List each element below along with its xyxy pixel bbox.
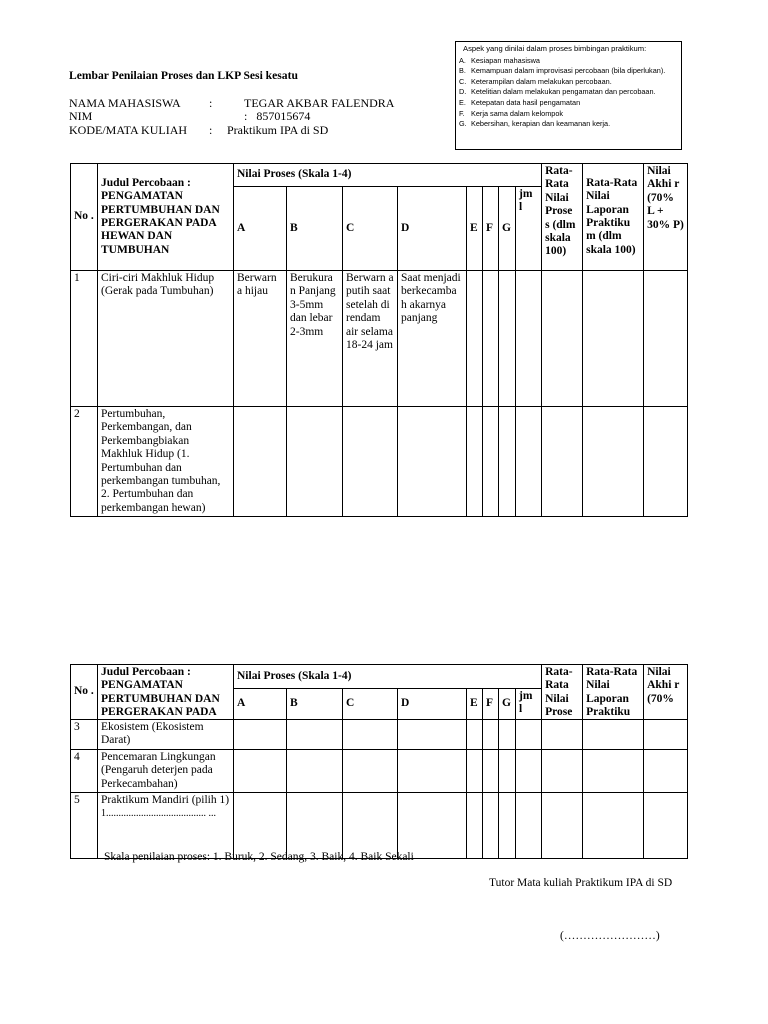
- row-no: 1: [71, 271, 98, 407]
- cell-jml: [516, 749, 542, 792]
- aspek-item: [459, 56, 678, 67]
- col-header-f: F: [483, 187, 499, 271]
- row-judul: Ekosistem (Ekosistem Darat): [98, 720, 234, 750]
- col-header-d: D: [398, 688, 467, 719]
- no-header: No .: [71, 665, 98, 720]
- cell-e: [467, 720, 483, 750]
- cell-d: [398, 793, 467, 859]
- cell-e: [467, 749, 483, 792]
- nama-separator: :: [209, 96, 213, 110]
- aspek-item: [459, 98, 678, 109]
- cell-rata-laporan: [583, 271, 644, 407]
- cell-rata-proses: [542, 793, 583, 859]
- rata-laporan-header: [583, 665, 644, 720]
- nim-label: NIM: [69, 109, 93, 123]
- nim-value: : 857015674: [244, 109, 311, 123]
- cell-g: [499, 271, 516, 407]
- page-title: Lembar Penilaian Proses dan LKP Sesi kesatu: [69, 69, 298, 82]
- cell-nilai-akhir: [644, 749, 688, 792]
- cell-g: [499, 749, 516, 792]
- cell-d: [398, 749, 467, 792]
- col-header-g: G: [499, 688, 516, 719]
- cell-rata-laporan: [583, 720, 644, 750]
- cell-b: [287, 720, 343, 750]
- aspek-letter: D.: [459, 87, 467, 97]
- aspek-text: Keterampilan dalam melakukan percobaan.: [471, 76, 612, 86]
- rata-proses-header: Rata-Rata Nilai Prose s (dlm skala 100): [542, 164, 583, 271]
- nama-label: NAMA MAHASISWA: [69, 96, 181, 110]
- aspek-letter: A.: [459, 55, 466, 65]
- col-header-b: B: [287, 187, 343, 271]
- aspek-letter: B.: [459, 66, 466, 76]
- cell-rata-proses: [542, 749, 583, 792]
- table-row: [71, 271, 688, 407]
- cell-nilai-akhir: [644, 720, 688, 750]
- cell-c: Berwarn a putih saat setelah di rendam air selama 18-24 jam: [343, 271, 398, 407]
- col-header-d: D: [398, 187, 467, 271]
- cell-rata-proses: [542, 407, 583, 517]
- nilai-akhir-header: Nilai Akhi r (70% L + 30% P): [644, 164, 688, 271]
- cell-d: [398, 720, 467, 750]
- assessment-table-2: [70, 664, 688, 859]
- aspek-text: Kebersihan, kerapian dan keamanan kerja.: [471, 119, 611, 129]
- aspek-text: Kesiapan mahasiswa: [471, 55, 540, 65]
- aspek-box: [455, 41, 682, 150]
- row-no: 3: [71, 720, 98, 750]
- nilai-proses-header: Nilai Proses (Skala 1-4): [234, 164, 542, 187]
- row-no: 2: [71, 407, 98, 517]
- aspek-letter: G.: [459, 119, 467, 129]
- cell-g: [499, 407, 516, 517]
- cell-a: [234, 407, 287, 517]
- col-header-e: E: [467, 688, 483, 719]
- cell-nilai-akhir: [644, 271, 688, 407]
- cell-a: [234, 749, 287, 792]
- aspek-item: [459, 66, 678, 77]
- cell-jml: [516, 793, 542, 859]
- judul-header: [98, 665, 234, 720]
- cell-b: [287, 793, 343, 859]
- table-row: [71, 749, 688, 792]
- col-header-jml: jm l: [516, 688, 542, 719]
- cell-jml: [516, 720, 542, 750]
- nilai-akhir-header: [644, 665, 688, 720]
- aspek-title: Aspek yang dinilai dalam proses bimbingan praktikum:: [463, 44, 647, 53]
- judul-header: Judul Percobaan : PENGAMATAN PERTUMBUHAN DAN PERGERAKAN PADA HEWAN DAN TUMBUHAN: [98, 164, 234, 271]
- assessment-table-1: [70, 163, 688, 517]
- nilai-akhir-text: Nilai Akhi r (70%: [647, 666, 680, 705]
- row-no: 4: [71, 749, 98, 792]
- cell-b: [287, 749, 343, 792]
- cell-jml: [516, 271, 542, 407]
- cell-c: [343, 749, 398, 792]
- cell-a: [234, 720, 287, 750]
- cell-d: [398, 407, 467, 517]
- aspek-text: Kemampuan dalam improvisasi percobaan (bila diperlukan).: [471, 66, 666, 76]
- cell-e: [467, 793, 483, 859]
- row-judul: [98, 793, 234, 859]
- tutor-label: Tutor Mata kuliah Praktikum IPA di SD: [489, 877, 673, 889]
- col-header-a: A: [234, 688, 287, 719]
- table-row: [71, 407, 688, 517]
- aspek-letter: C.: [459, 76, 467, 86]
- judul-header-text: Judul Percobaan : PENGAMATAN PERTUMBUHAN DAN PERGERAKAN PADA: [101, 666, 220, 718]
- cell-nilai-akhir: [644, 793, 688, 859]
- col-header-c: C: [343, 688, 398, 719]
- cell-c: [343, 720, 398, 750]
- cell-jml: [516, 407, 542, 517]
- cell-rata-proses: [542, 720, 583, 750]
- aspek-text: Ketelitian dalam melakukan pengamatan dan percobaan.: [471, 87, 656, 97]
- col-header-b: B: [287, 688, 343, 719]
- cell-b: [287, 407, 343, 517]
- cell-a: Berwarn a hijau: [234, 271, 287, 407]
- cell-f: [483, 793, 499, 859]
- row-judul-text: Praktikum Mandiri (pilih 1): [101, 794, 230, 807]
- aspek-item: [459, 109, 678, 120]
- aspek-item: [459, 77, 678, 88]
- nama-value: TEGAR AKBAR FALENDRA: [244, 96, 395, 110]
- cell-c: [343, 793, 398, 859]
- aspek-item: [459, 119, 678, 130]
- signature-line: (……………………): [560, 930, 660, 942]
- cell-rata-laporan: [583, 407, 644, 517]
- rata-proses-header: [542, 665, 583, 720]
- cell-g: [499, 720, 516, 750]
- cell-e: [467, 271, 483, 407]
- cell-b: Berukura n Panjang 3-5mm dan lebar 2-3mm: [287, 271, 343, 407]
- aspek-letter: F.: [459, 108, 465, 118]
- skala-note: Skala penilaian proses: 1. Buruk, 2. Sedang, 3. Baik, 4. Baik Sekali: [104, 851, 414, 863]
- col-header-jml: jm l: [516, 187, 542, 271]
- col-header-f: F: [483, 688, 499, 719]
- cell-d: Saat menjadi berkecamba h akarnya panjang: [398, 271, 467, 407]
- nilai-proses-header: Nilai Proses (Skala 1-4): [234, 665, 542, 689]
- cell-g: [499, 793, 516, 859]
- kode-label: KODE/MATA KULIAH: [69, 123, 188, 137]
- cell-f: [483, 407, 499, 517]
- cell-c: [343, 407, 398, 517]
- cell-f: [483, 271, 499, 407]
- col-header-e: E: [467, 187, 483, 271]
- cell-nilai-akhir: [644, 407, 688, 517]
- aspek-text: Kerja sama dalam kelompok: [471, 108, 564, 118]
- row-judul: Pertumbuhan, Perkembangan, dan Perkembangbiakan Makhluk Hidup (1. Pertumbuhan dan perkembangan tumbuhan, 2. Pertumbuhan dan perkembangan hewan): [98, 407, 234, 517]
- table-row: [71, 720, 688, 750]
- cell-rata-proses: [542, 271, 583, 407]
- cell-rata-laporan: [583, 793, 644, 859]
- kode-value: Praktikum IPA di SD: [227, 123, 329, 137]
- kode-separator: :: [209, 123, 213, 137]
- cell-e: [467, 407, 483, 517]
- rata-laporan-text: Rata-Rata Nilai Laporan Praktiku: [586, 666, 638, 718]
- aspek-text: Ketepatan data hasil pengamatan: [471, 97, 581, 107]
- cell-f: [483, 720, 499, 750]
- no-header: No .: [71, 164, 98, 271]
- rata-laporan-header: Rata-Rata Nilai Laporan Praktiku m (dlm skala 100): [583, 164, 644, 271]
- col-header-a: A: [234, 187, 287, 271]
- row-no: 5: [71, 793, 98, 859]
- row-judul-blank: 1........................................ ...: [101, 808, 216, 820]
- rata-proses-text: Rata-Rata Nilai Prose: [545, 666, 573, 718]
- table-row: [71, 793, 688, 859]
- row-judul: Pencemaran Lingkungan (Pengaruh deterjen pada Perkecambahan): [98, 749, 234, 792]
- cell-rata-laporan: [583, 749, 644, 792]
- col-header-c: C: [343, 187, 398, 271]
- col-header-g: G: [499, 187, 516, 271]
- cell-f: [483, 749, 499, 792]
- row-judul: Ciri-ciri Makhluk Hidup (Gerak pada Tumbuhan): [98, 271, 234, 407]
- aspek-letter: E.: [459, 97, 466, 107]
- cell-a: [234, 793, 287, 859]
- aspek-item: [459, 87, 678, 98]
